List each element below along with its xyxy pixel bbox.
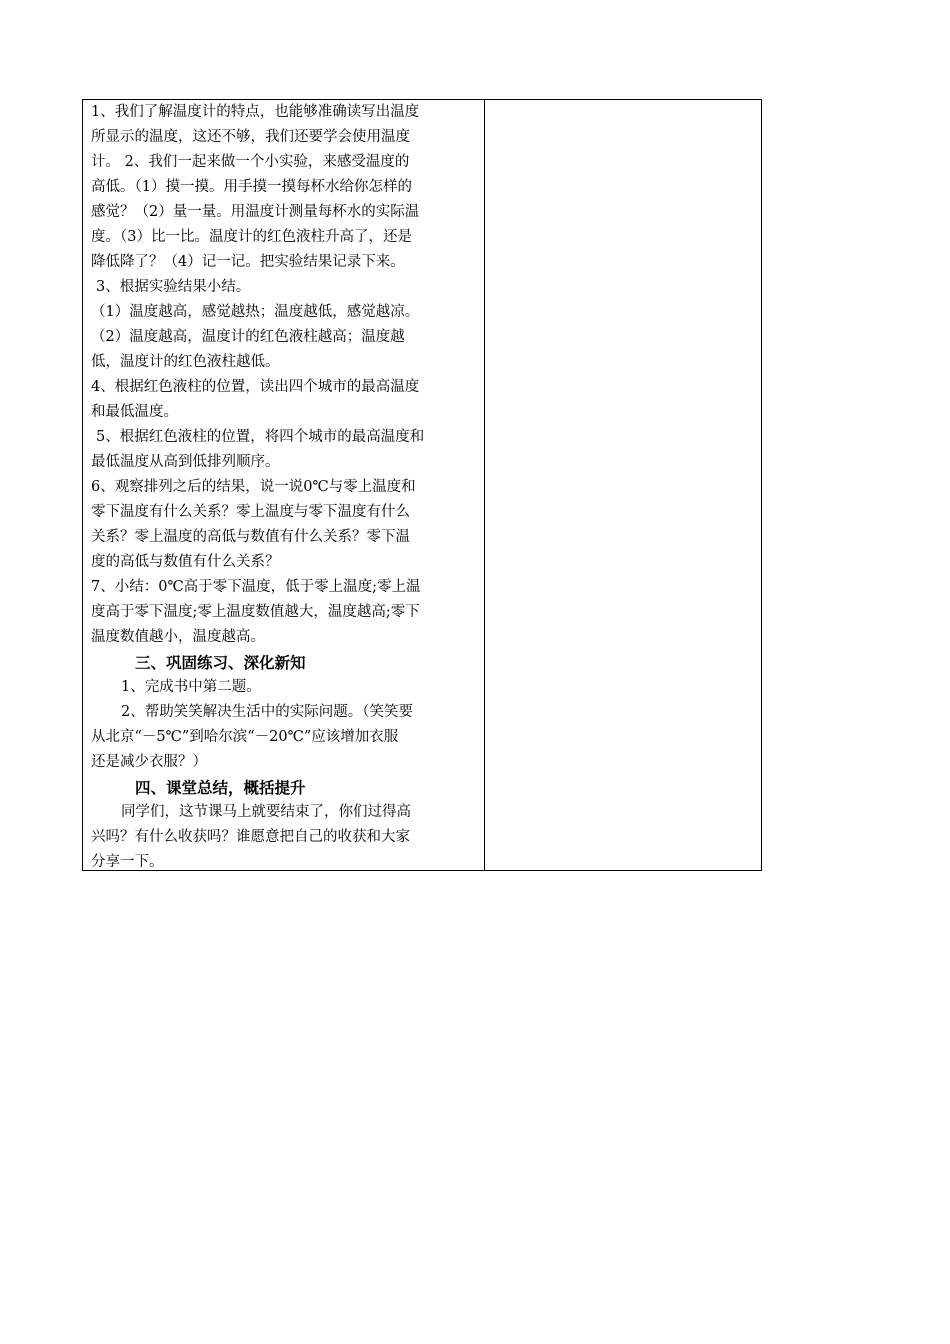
text-line: 降低降了？（4）记一记。把实验结果记录下来。: [91, 254, 405, 270]
text-line: 零下温度有什么关系？零上温度与零下温度有什么: [91, 504, 410, 520]
text-line: 1、完成书中第二题。: [121, 679, 261, 695]
text-line: 高低。（1）摸一摸。用手摸一摸每杯水给你怎样的: [91, 179, 412, 195]
text-line: 和最低温度。: [91, 404, 178, 420]
section-heading-practice: 三、巩固练习、深化新知: [135, 653, 306, 672]
text-line: 4、根据红色液柱的位置，读出四个城市的最高温度: [91, 379, 420, 395]
text-line: 从北京“－5℃”到哈尔滨“－20℃”应该增加衣服: [91, 729, 399, 745]
text-line: 度。（3）比一比。温度计的红色液柱升高了，还是: [91, 229, 412, 245]
text-line: 5、根据红色液柱的位置，将四个城市的最高温度和: [96, 429, 425, 445]
text-line: 7、小结：0℃高于零下温度，低于零上温度;零上温: [91, 579, 421, 595]
text-line: 温度数值越小，温度越高。: [91, 629, 265, 645]
text-line: 最低温度从高到低排列顺序。: [91, 454, 280, 470]
section-heading-summary: 四、课堂总结，概括提升: [135, 778, 306, 797]
text-line: 度的高低与数值有什么关系？: [91, 554, 280, 570]
text-line: 3、根据实验结果小结。: [96, 279, 251, 295]
lesson-content-cell: [83, 100, 485, 870]
text-line: 所显示的温度，这还不够，我们还要学会使用温度: [91, 129, 410, 145]
lesson-table: [82, 99, 762, 871]
text-line: （1）温度越高，感觉越热；温度越低，感觉越凉。: [91, 304, 420, 320]
text-line: 同学们，这节课马上就要结束了，你们过得高: [121, 804, 411, 820]
text-line: 6、观察排列之后的结果，说一说0℃与零上温度和: [91, 479, 416, 495]
text-line: 2、帮助笑笑解决生活中的实际问题。（笑笑要: [121, 704, 413, 720]
text-line: （2）温度越高，温度计的红色液柱越高；温度越: [91, 329, 405, 345]
text-line: 兴吗？有什么收获吗？谁愿意把自己的收获和大家: [91, 829, 410, 845]
text-line: 计。 2、我们一起来做一个小实验，来感受温度的: [91, 154, 410, 170]
text-line: 感觉？（2）量一量。用温度计测量每杯水的实际温: [91, 204, 420, 220]
text-line: 关系？零上温度的高低与数值有什么关系？零下温: [91, 529, 410, 545]
notes-cell: [485, 100, 761, 870]
text-line: 分享一下。: [91, 854, 164, 870]
text-line: 还是减少衣服？）: [91, 754, 207, 770]
text-line: 度高于零下温度;零上温度数值越大，温度越高;零下: [91, 604, 420, 620]
text-line: 1、我们了解温度计的特点，也能够准确读写出温度: [91, 104, 420, 120]
text-line: 低，温度计的红色液柱越低。: [91, 354, 280, 370]
